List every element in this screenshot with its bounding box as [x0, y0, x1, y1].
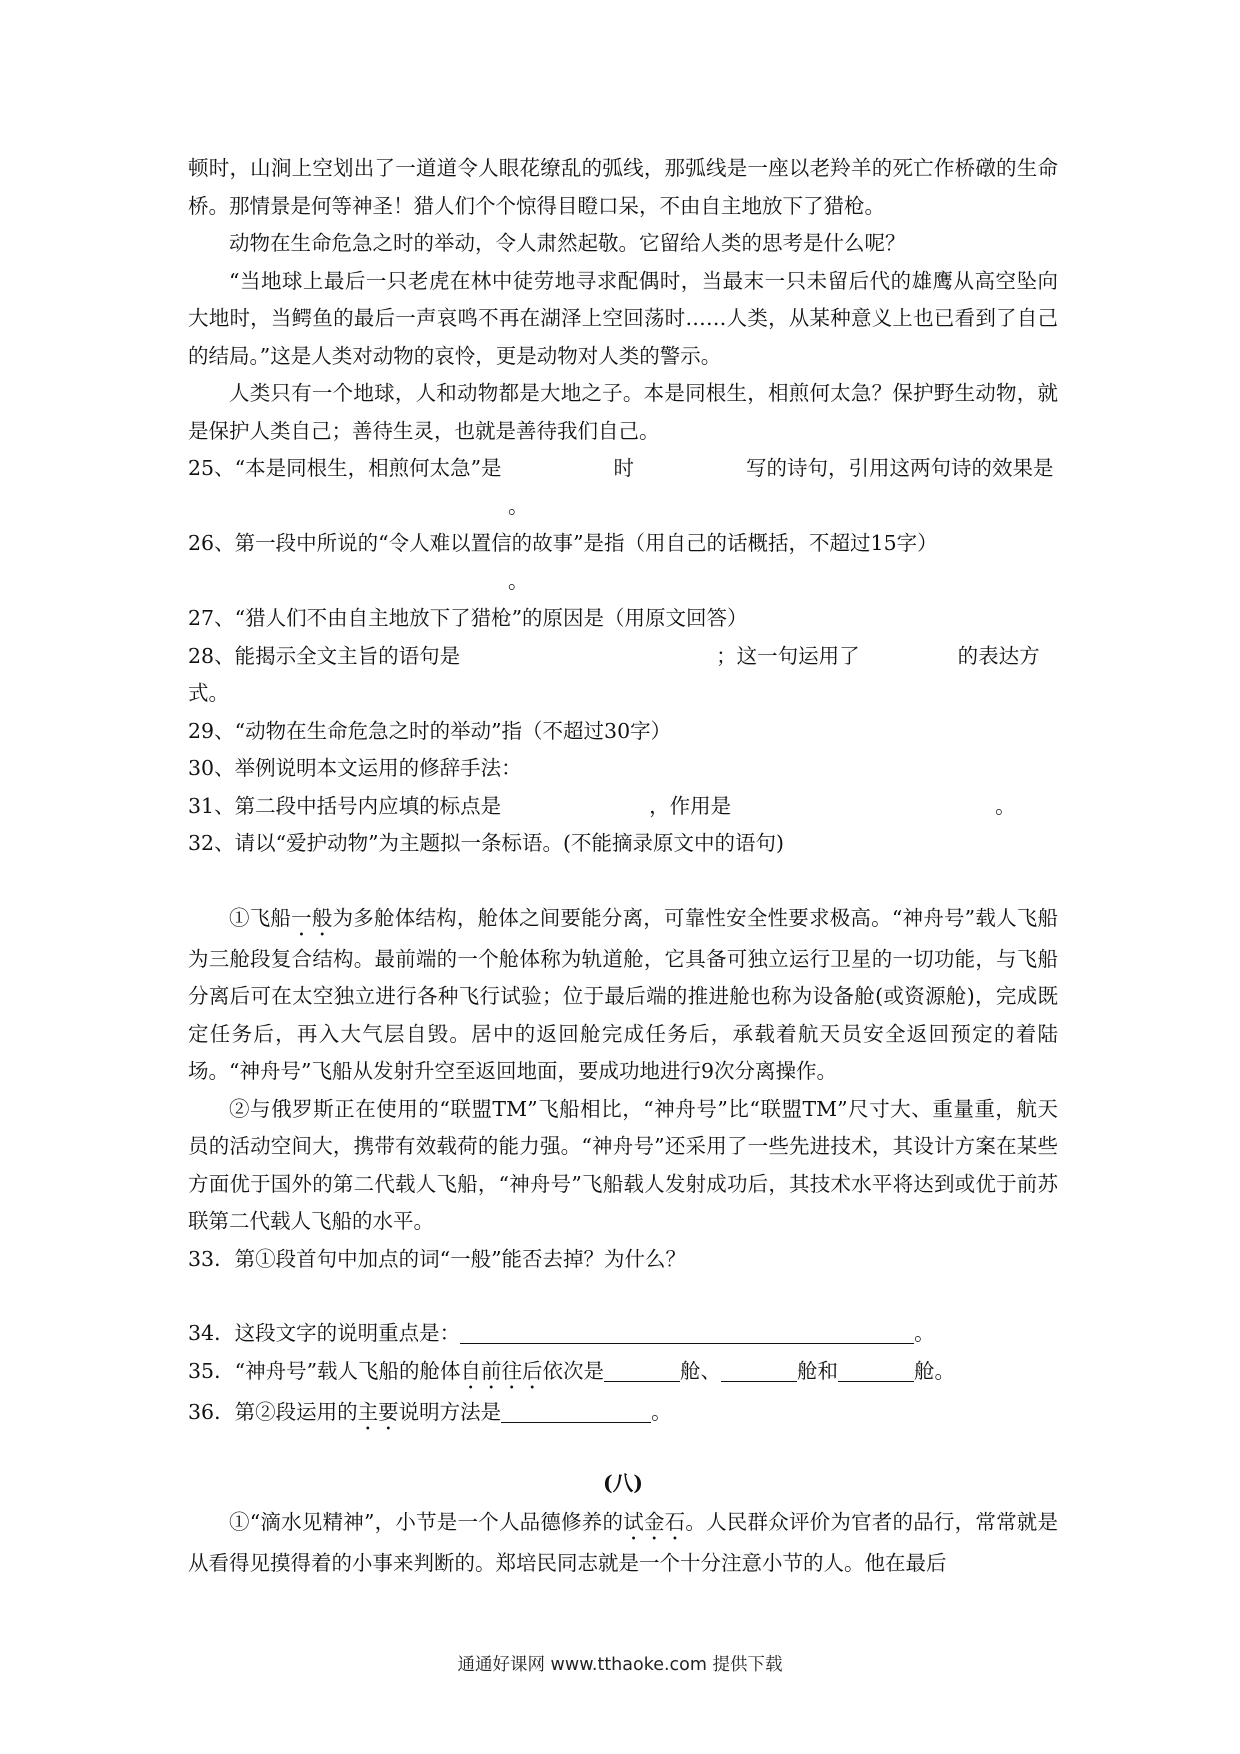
spacer [188, 1435, 1058, 1455]
passage-paragraph: 动物在生命危急之时的举动，令人肃然起敬。它留给人类的思考是什么呢？ [229, 231, 906, 255]
question-36: 36．第②段运用的主要说明方法是 。 [188, 1399, 672, 1424]
question-32: 32、请以“爱护动物”为主题拟一条标语。(不能摘录原文中的语句) [188, 831, 785, 855]
question-27: 27、“猎人们不由自主地放下了猎枪”的原因是（用原文回答） [188, 606, 748, 630]
page-footer: 通通好课网 www.tthaoke.com 提供下载 [457, 1655, 783, 1675]
spacer [188, 863, 1058, 900]
question-31: 31、第二段中括号内应填的标点是 ，作用是 。 [188, 793, 1016, 818]
document-content [188, 150, 1058, 1583]
answer-line[interactable] [604, 1359, 680, 1382]
passage-paragraph: ②与俄罗斯正在使用的“联盟TM”飞船相比，“神舟号”比“联盟TM”尺寸大、重量重，航天员的活动空间大，携带有效载荷的能力强。“神舟号”还采用了一些先进技术，其设计方案在某些方面优于国外的第二代载人飞船，“神舟号”飞船载人发射成功后，其技术水平将达到或优于前苏联第二代载人飞船的水平。 [188, 1096, 1058, 1233]
dotted-word: 一般 [291, 905, 333, 930]
question-30: 30、举例说明本文运用的修辞手法： [188, 756, 522, 780]
question-26: 26、第一段中所说的“令人难以置信的故事”是指（用自己的话概括，不超过15字）。 [188, 531, 938, 593]
answer-line[interactable] [721, 1359, 797, 1382]
section-title: (八) [603, 1470, 643, 1495]
answer-line[interactable] [460, 1322, 914, 1345]
question-28: 28、能揭示全文主旨的语句是 ；这一句运用了 的表达方式。 [188, 643, 1040, 705]
question-33: 33．第①段首句中加点的词“一般”能否去掉？为什么？ [188, 1246, 687, 1271]
answer-line[interactable] [838, 1359, 914, 1382]
dotted-word: 主要 [357, 1399, 399, 1424]
question-29: 29、“动物在生命危急之时的举动”指（不超过30字） [188, 718, 672, 743]
passage-paragraph: ①飞船一般为多舱体结构，舱体之间要能分离，可靠性安全性要求极高。“神舟号”载人飞船为三舱段复合结构。最前端的一个舱体称为轨道舱，它具备可独立运行卫星的一切功能，与飞船分离后可在太空独立进行各种飞行试验；位于最后端的推进舱也称为设备舱(或资源舱)，完成既定任务后，再入大气层自毁。居中的返回舱完成任务后，承载着航天员安全返回预定的着陆场。“神舟号”飞船从发射升空至返回地面，要成功地进行9次分离操作。 [188, 905, 1059, 1083]
dotted-word: 自前往后 [460, 1358, 543, 1383]
spacer [188, 1278, 1058, 1315]
passage-paragraph: 顿时，山涧上空划出了一道道令人眼花缭乱的弧线，那弧线是一座以老羚羊的死亡作桥礅的生命桥。那情景是何等神圣！猎人们个个惊得目瞪口呆，不由自主地放下了猎枪。 [188, 156, 1058, 218]
passage-paragraph: ①“滴水见精神”，小节是一个人品德修养的试金石。人民群众评价为官者的品行，常常就是从看得见摸得着的小事来判断的。郑培民同志就是一个十分注意小节的人。他在最后 [188, 1510, 1058, 1575]
question-34: 34．这段文字的说明重点是： 。 [188, 1321, 935, 1345]
dotted-word: 试金石 [623, 1510, 686, 1534]
question-35: 35．“神舟号”载人飞船的舱体自前往后依次是 舱、 舱和 舱。 [188, 1358, 956, 1383]
passage-paragraph: 人类只有一个地球，人和动物都是大地之子。本是同根生，相煎何太急？保护野生动物，就是保护人类自己；善待生灵，也就是善待我们自己。 [188, 381, 1058, 443]
passage-paragraph: “当地球上最后一只老虎在林中徒劳地寻求配偶时，当最末一只未留后代的雄鹰从高空坠向大地时，当鳄鱼的最后一声哀鸣不再在湖泽上空回荡时……人类，从某种意义上也已看到了自己的结局。”这是人类对动物的哀怜，更是动物对人类的警示。 [188, 268, 1058, 368]
question-25: 25、“本是同根生，相煎何太急”是 时 写的诗句，引用这两句诗的效果是。 [188, 456, 1054, 518]
answer-line[interactable] [501, 1400, 651, 1423]
